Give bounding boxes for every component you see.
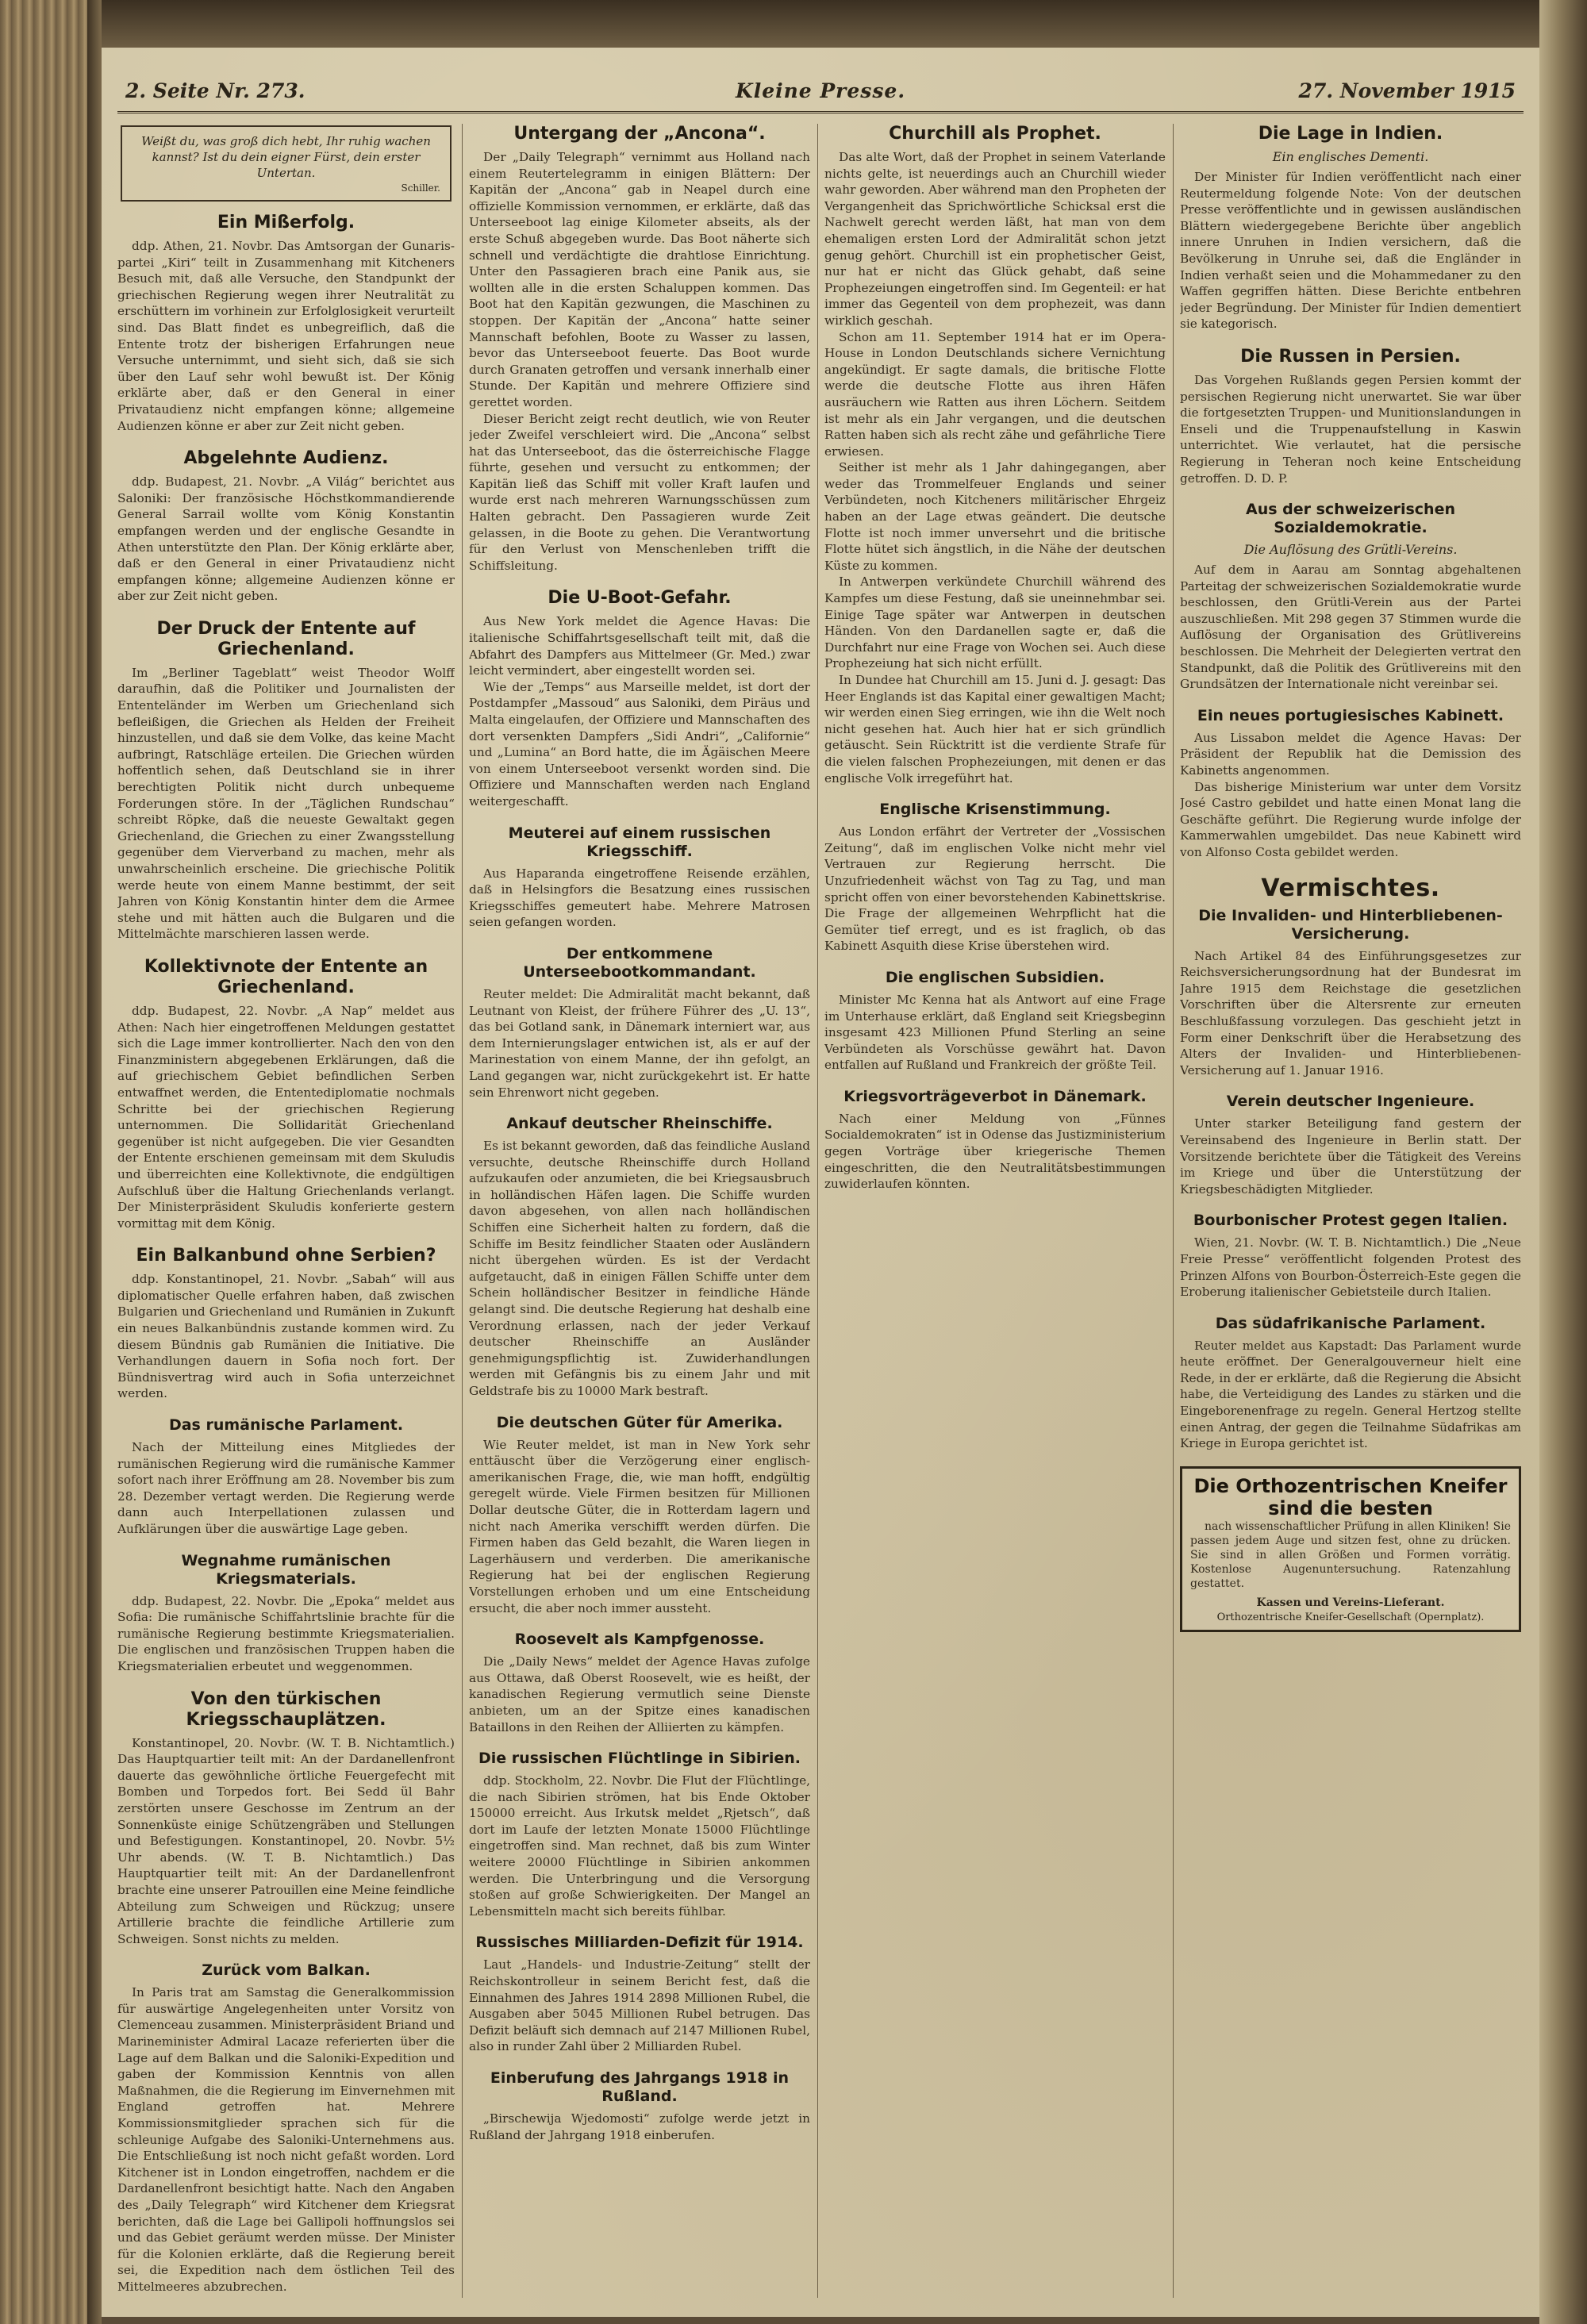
article-body: Wien, 21. Novbr. (W. T. B. Nichtamtlich.) Die „Neue Freie Presse“ veröffentlicht folgenden Protest des Prinzen Alfons von Bourbon-Österreich-Este gegen die Eroberung italienischer Gebietsteile durch Italien.	[1180, 1235, 1521, 1300]
article-headline: Der entkommene Unterseebootkommandant.	[523, 944, 756, 981]
article-body: Reuter meldet: Die Admiralität macht bekannt, daß Leutnant von Kleist, der frühere Führer des „U. 13“, das bei Gotland sank, in Dänemark interniert war, aus dem Internierungslager entwichen ist, als er auf der Marinestation von einem Manne, der ihn gefolgt, an Land gegangen war, nicht zurückgekehrt ist. Er hatte sein Ehrenwort nicht gegeben.	[469, 986, 810, 1100]
article-body: Aus Lissabon meldet die Agence Havas: Der Präsident der Republik hat die Demission des Kabinetts angenommen.	[1180, 730, 1521, 778]
article	[469, 824, 810, 931]
ad-title: Die Orthozentrischen Kneifer	[1193, 1474, 1508, 1497]
article-body: Seither ist mehr als 1 Jahr dahingegangen, aber weder das Trommelfeuer Englands und seiner Verbündeten, noch Kitcheners militärischer Ehrgeiz haben an der Lage etwas geändert. Die deutsche Flotte ist noch immer unversehrt und die britische Flotte hütet sich ängstlich, in die Nähe der deutschen Küste zu kommen.	[824, 460, 1166, 573]
article-headline: Meuterei auf einem russischen Kriegsschiff.	[508, 824, 771, 860]
article	[824, 1088, 1166, 1193]
article-headline: Roosevelt als Kampfgenosse.	[514, 1631, 765, 1649]
article	[117, 1246, 455, 1402]
article-headline: Die Lage in Indien.	[1258, 124, 1443, 144]
article-headline: Kriegsvorträgeverbot in Dänemark.	[843, 1087, 1147, 1105]
article	[117, 1961, 455, 2295]
article-headline: Das südafrikanische Parlament.	[1215, 1314, 1486, 1332]
article-body: Die „Daily News“ meldet der Agence Havas zufolge aus Ottawa, daß Oberst Roosevelt, wie es heißt, der kanadischen Regierung vermutlich seine Dienste anbieten, um an der Spitze eines kanadischen Bataillons in den Reihen der Alliierten zu kämpfen.	[469, 1654, 810, 1734]
article-body: Minister Mc Kenna hat als Antwort auf eine Frage im Unterhause erklärt, daß England seit Kriegsbeginn insgesamt 423 Millionen Pfund Sterling an seine Verbündeten als Vorschüsse gewährt hat. Davon entfallen auf Rußland und Frankreich der größte Teil.	[824, 992, 1166, 1073]
article-headline: Englische Krisenstimmung.	[879, 801, 1111, 819]
column-rule	[462, 124, 463, 2298]
article-headline: Churchill als Prophet.	[889, 124, 1101, 144]
article	[1180, 1315, 1521, 1452]
article-body: Aus London erfährt der Vertreter der „Vossischen Zeitung“, daß im englischen Volke nicht mehr viel Vertrauen zur Regierung herrscht. Die Unzufriedenheit wächst von Tag zu Tag, und man spricht offen von einer bevorstehenden Kabinettskrise. Die Frage der allgemeinen Wehrpflicht hat die Gemüter tief erregt, und es ist fraglich, ob das Kabinett Asquith diese Krise überstehen wird.	[824, 824, 1166, 954]
article	[117, 957, 455, 1231]
binding-edge	[87, 0, 102, 2324]
article	[1180, 124, 1521, 332]
article-body: ddp. Athen, 21. Novbr. Das Amtsorgan der Gunaris-partei „Kiri“ teilt in Zusammenhang mit Kitcheners Besuch mit, daß alle Versuche, den Standpunkt der griechischen Regierung wegen ihrer Neutralität zu erschüttern im vorhinein zur Erfolglosigkeit verurteilt sind. Das Blatt findet es unbegreiflich, daß die Entente trotz der bisherigen Erfahrungen neue Versuche unternimmt, und sieht sich, daß sie sich über den Lauf sehr wohl bewußt ist. Der König erklärte aber, daß er den General in einer Privataudienz nicht empfangen könne; allgemeine Audienzen könne er aber zur Zeit nicht geben.	[117, 239, 455, 433]
quote-author: Schiller.	[401, 182, 440, 194]
quote-box	[121, 125, 452, 202]
article-headline: Bourbonischer Protest gegen Italien.	[1193, 1212, 1508, 1230]
article	[117, 619, 455, 943]
article-body: ddp. Budapest, 22. Novbr. „A Nap“ meldet aus Athen: Nach hier eingetroffenen Meldungen gestattet sich die Lage immer kontrollierter. Nach den von den Finanzministern abgegebenen Erklärungen, daß die auf griechischem Gebiet befindlichen Serben entwaffnet werden, die Ententediplomatie nochmals Schritte bei der griechischen Regierung unternommen. Die Sollidarität Griechenland gegenüber ist nicht aufgegeben. Die vier Gesandten der Entente erschienen gemeinsam mit dem Skuludis und überreichten eine Kollektivnote, die endgültigen Aufschluß über die Haltung Griechenlands verlangt. Der Ministerpräsident Skuludis konferierte gestern vormittag mit dem König.	[117, 1003, 455, 1231]
article-body: ddp. Konstantinopel, 21. Novbr. „Sabah“ will aus diplomatischer Quelle erfahren haben, daß zwischen Bulgarien und Griechenland und Rumänien in Zukunft ein neues Balkanbündnis zustande kommen wird. Zu diesem Bündnis gab Rumänien die Initiative. Die Verhandlungen dauern in Sofia noch fort. Der Bündnisvertrag wird auch in Sofia unterzeichnet werden.	[117, 1272, 455, 1401]
article	[1180, 1093, 1521, 1197]
article-body: Schon am 11. September 1914 hat er im Opera-House in London Deutschlands sichere Vernichtung angekündigt. Er sagte damals, die britische Flotte werde die deutsche Flotte aus ihren Häfen ausräuchern wie Ratten aus ihren Löchern. Seitdem ist mehr als ein Jahr vergangen, und die deutschen Ratten haben sich als recht zähe und gefährliche Tiere erwiesen.	[824, 329, 1166, 459]
article	[1180, 347, 1521, 486]
column-rule	[817, 124, 818, 2298]
article-headline: Ein Balkanbund ohne Serbien?	[136, 1246, 436, 1266]
ad-footer: Kassen und Vereins-Lieferant.	[1256, 1596, 1445, 1609]
book-binding	[0, 0, 94, 2324]
article-subheadline: Ein englisches Dementi.	[1272, 149, 1429, 164]
article-body: Reuter meldet aus Kapstadt: Das Parlament wurde heute eröffnet. Der Generalgouverneur hielt eine Rede, in der er erklärte, daß die Regierung die Absicht habe, die Verteidigung des Landes zu stärken und die Eingeborenenfrage zu regeln. General Hertzog stellte einen Antrag, der gegen die Teilnahme Südafrikas am Kriege in Europa gerichtet ist.	[1180, 1338, 1521, 1451]
article-body: Nach Artikel 84 des Einführungsgesetzes zur Reichsversicherungsordnung hat der Bundesrat im Jahre 1915 dem Reichstage die gesetzlichen Vorschriften über die Altersrente zur erneuten Beschlußfassung vorzulegen. Das geschieht jetzt in Form einer Denkschrift über die Herabsetzung des Alters der Invaliden- und Hinterbliebenen-Versicherung auf 1. Januar 1916.	[1180, 948, 1521, 1077]
article-headline: Die englischen Subsidien.	[885, 968, 1105, 986]
ad-company: Orthozentrische Kneifer-Gesellschaft (Opernplatz).	[1216, 1611, 1485, 1623]
issue-date: 27. November 1915	[1298, 79, 1516, 102]
top-shadow	[102, 0, 1539, 48]
article-headline: Ein neues portugiesisches Kabinett.	[1197, 706, 1504, 724]
article	[117, 448, 455, 605]
article-headline: Die Russen in Persien.	[1240, 346, 1461, 367]
article	[117, 1689, 455, 1948]
article-body: Nach einer Meldung von „Fünnes Socialdemokraten“ ist in Odense das Justizministerium gegen Vorträge über kriegerische Themen eingeschritten, die den Neutralitätsbestimmungen zuwiderlaufen könnten.	[824, 1111, 1166, 1192]
article-body: Auf dem in Aarau am Sonntag abgehaltenen Parteitag der schweizerischen Sozialdemokratie wurde beschlossen, den Grütli-Verein aus der Partei auszuschließen. Mit 298 gegen 37 Stimmen wurde die Auflösung der Organisation des Grütlivereins beschlossen. Die Mehrheit der Delegierten vertrat den Standpunkt, daß die Politik des Grütlivereins mit den Grundsätzen der Internationale nicht vereinbar sei.	[1180, 563, 1521, 692]
article-headline: Die russischen Flüchtlinge in Sibirien.	[478, 1750, 801, 1768]
newspaper-page	[102, 48, 1539, 2317]
article	[469, 1631, 810, 1735]
ad-subtitle: sind die besten	[1268, 1496, 1433, 1519]
column-4	[1180, 124, 1521, 2298]
article-headline: Der Druck der Entente auf Griechenland.	[156, 618, 416, 659]
article-headline: Russisches Milliarden-Defizit für 1914.	[475, 1934, 804, 1952]
article	[469, 1414, 810, 1617]
article-subheadline: Die Auflösung des Grütli-Vereins.	[1243, 542, 1458, 558]
article-headline: Verein deutscher Ingenieure.	[1226, 1093, 1475, 1111]
article-body: Das alte Wort, daß der Prophet in seinem Vaterlande nichts gelte, ist neuerdings auch an Churchill wieder wahr geworden. Aber während man den Propheten der Vergangenheit das Sprichwörtliche Schicksal erst die Nachwelt gerecht werden läßt, hat man von dem ehemaligen ersten Lord der Admiralität schon jetzt genug gehört. Churchill ist ein prophetischer Geist, nur hat er nicht das Glück gehabt, daß seine Prophezeiungen eingetroffen sind. Im Gegenteil: er hat immer das Gegenteil von dem prophezeit, was dann wirklich geschah.	[824, 150, 1166, 328]
article	[469, 1934, 810, 2055]
article-body: ddp. Stockholm, 22. Novbr. Die Flut der Flüchtlinge, die nach Sibirien strömen, hat bis Ende Oktober 150000 erreicht. Aus Irkutsk meldet „Rjetsch“, daß dort im Laufe der letzten Monate 15000 Flüchtlinge eingetroffen sind. Man rechnet, daß bis zum Winter weitere 20000 Flüchtlinge in Sibirien ankommen werden. Die Unterbringung und die Versorgung stoßen auf große Schwierigkeiten. Der Mangel an Lebensmitteln macht sich bereits fühlbar.	[469, 1773, 810, 1919]
column-3	[824, 124, 1166, 2298]
article-body: Der Minister für Indien veröffentlicht nach einer Reutermeldung folgende Note: Von der deutschen Presse veröffentlichte und in gewissen ausländischen Blättern wiedergegebene Berichte über angeblich innere Unruhen in Indien versichern, daß die Bevölkerung in Unruhe sei, daß die Engländer in Indien verhaßt seien und die Mohammedaner zu den Waffen gegriffen hätten. Diese Berichte entbehren jeder Begründung. Der Minister für Indien dementiert sie kategorisch.	[1180, 170, 1521, 332]
article-body: Konstantinopel, 20. Novbr. (W. T. B. Nichtamtlich.) Das Hauptquartier teilt mit: An der Dardanellenfront dauerte das gewöhnliche örtliche Feuergefecht mit Bomben und Torpedos fort. Bei Sedd ül Bahr zerstörten unsere Geschosse im Zentrum an der Sonnenküste einige Schützengräben und Stellungen und Befestigungen. Konstantinopel, 20. Novbr. 5½ Uhr abends. (W. T. B. Nichtamtlich.) Das Hauptquartier teilt mit: An der Dardanellenfront brachte eine unserer Patrouillen eine Meine feindliche Abteilung zum Schweigen und Rückzug; unsere Artillerie brachte die feindliche Artillerie zum Schweigen. Sonst nichts zu melden.	[117, 1735, 455, 1946]
article-body: Wie Reuter meldet, ist man in New York sehr enttäuscht über die Verzögerung einer englisch-amerikanischen Frage, die, wie man hofft, endgültig geregelt würde. Viele Firmen besitzen für Millionen Dollar deutsche Güter, die in Rotterdam lagern und nicht nach Amerika verschifft werden dürfen. Die Firmen haben das Geld bezahlt, die Waren liegen in Lagerhäusern und verderben. Die amerikanische Regierung hat bei der englischen Regierung Vorstellungen erhoben und um eine Entscheidung ersucht, die aber noch immer aussteht.	[469, 1437, 810, 1615]
article-body: In Paris trat am Samstag die Generalkommission für auswärtige Angelegenheiten unter Vorsitz von Clemenceau zusammen. Ministerpräsident Briand und Marineminister Admiral Lacaze referierten über die Lage auf dem Balkan und die Saloniki-Expedition und gaben der Kommission Kenntnis von allen Maßnahmen, die die Regierung im Einvernehmen mit England getroffen hat. Mehrere Kommissionsmitglieder sprachen sich für die schleunige Aufgabe des Saloniki-Unternehmens aus. Die Entschließung ist noch nicht gefaßt worden. Lord Kitchener ist in London eingetroffen, nachdem er die Dardanellenfront besichtigt hatte. Nach den Angaben des „Daily Telegraph“ wird Kitchener dem Kriegsrat berichten, daß die Lage bei Gallipoli hoffnungslos sei und das Gebiet geräumt werden müsse. Der Minister für die Kolonien erklärte, daß die Regierung bereit sei, die Expedition nach dem östlichen Teil des Mittelmeeres abzubrechen.	[117, 1985, 455, 2294]
article-body: Wie der „Temps“ aus Marseille meldet, ist dort der Postdampfer „Massoud“ aus Saloniki, dem Piräus und Malta eingelaufen, der Offiziere und Mannschaften des dort versenkten Dampfers „Sidi Andri“, „Californie“ und „Lumina“ an Bord hatte, die im Ägäischen Meere von einem Unterseeboot versenkt worden sind. Die Offiziere und Mannschaften werden nach England weitergeschafft.	[469, 679, 810, 809]
article-body: ddp. Budapest, 21. Novbr. „A Világ“ berichtet aus Saloniki: Der französische Höchstkommandierende General Sarrail wollte vom König Konstantin empfangen werden und der englische Gesandte in Athen unterstützte den Plan. Der König erklärte aber, daß er den General in einer Privataudienz nicht empfangen könne; allgemeine Audienzen könne er aber zur Zeit nicht geben.	[117, 474, 455, 604]
article-body: Aus Haparanda eingetroffene Reisende erzählen, daß in Helsingfors die Besatzung eines russischen Kriegsschiffes gemeutert habe. Mehrere Matrosen seien gefangen worden.	[469, 866, 810, 930]
article	[824, 801, 1166, 955]
article-headline: Untergang der „Ancona“.	[513, 124, 766, 144]
column-rule	[1173, 124, 1174, 2298]
article-headline: Das rumänische Parlament.	[168, 1416, 404, 1435]
article	[469, 1115, 810, 1400]
quote-text: Weißt du, was groß dich hebt, Ihr ruhig wachen kannst? Ist du dein eigner Fürst, dein erster Untertan.	[141, 134, 431, 180]
article-headline: Von den türkischen Kriegsschauplätzen.	[186, 1688, 386, 1730]
column-2	[469, 124, 810, 2298]
article	[469, 1750, 810, 1919]
page-number: 2. Seite Nr. 273.	[125, 79, 305, 102]
article	[469, 945, 810, 1101]
article	[1180, 707, 1521, 861]
ad-body: nach wissenschaftlicher Prüfung in allen Kliniken! Sie passen jedem Auge und sitzen fest, ohne zu drücken. Sie sind in allen Größen und Formen vorrätig. Kostenlose Augenuntersuchung. Ratenzahlung gestattet.	[1190, 1519, 1511, 1590]
advertisement	[1180, 1466, 1521, 1632]
article-body: „Birschewija Wjedomosti“ zufolge werde jetzt in Rußland der Jahrgang 1918 einberufen.	[469, 2111, 810, 2142]
newspaper-title: Kleine Presse.	[735, 79, 906, 102]
article-headline: Wegnahme rumänischen Kriegsmaterials.	[181, 1551, 391, 1588]
article-headline: Die deutschen Güter für Amerika.	[496, 1413, 783, 1431]
article-body: Nach der Mitteilung eines Mitgliedes der rumänischen Regierung wird die rumänische Kammer sofort nach ihrer Eröffnung am 28. November bis zum 28. Dezember vertagt werden. Die Regierung werde dann auch Interpellationen zulassen und Aufklärungen über die auswärtige Lage geben.	[117, 1440, 455, 1536]
article	[469, 2069, 810, 2143]
article	[1180, 1212, 1521, 1300]
article-body: ddp. Budapest, 22. Novbr. Die „Epoka“ meldet aus Sofia: Die rumänische Schiffahrtslinie brachte für die rumänische Regierung bestimmte Kriegsmaterialien. Die englischen und französischen Truppen haben die Kriegsmaterialien erbeutet und weggenommen.	[117, 1593, 455, 1673]
article-headline: Die U-Boot-Gefahr.	[548, 588, 732, 609]
article-headline: Abgelehnte Audienz.	[183, 448, 389, 469]
right-page-edge	[1539, 0, 1587, 2324]
section-heading: Vermischtes.	[1261, 874, 1440, 902]
article-body: Das Vorgehen Rußlands gegen Persien kommt der persischen Regierung nicht unerwartet. Sie war über die fortgesetzten Truppen- und Munitionslandungen in Enseli und die Truppenaufstellung in Kaswin unterrichtet. Wie verlautet, hat die persische Regierung in Teheran noch keine Entscheidung getroffen. D. D. P.	[1180, 372, 1521, 486]
article	[117, 1416, 455, 1538]
article	[824, 124, 1166, 786]
article-body: In Dundee hat Churchill am 15. Juni d. J. gesagt: Das Heer Englands ist das Kapital einer gewaltigen Macht; wir werden einen Sieg erringen, wie ihn die Welt noch nicht gesehen hat. Auch hier hat er sich gründlich getäuscht. Sein Rücktritt ist die verdiente Strafe für die vielen falschen Prophezeiungen, mit denen er das englische Volk irregeführt hat.	[824, 673, 1166, 786]
article-headline: Die Invaliden- und Hinterbliebenen-Versicherung.	[1198, 906, 1503, 943]
article-body: Im „Berliner Tageblatt“ weist Theodor Wolff daraufhin, daß die Politiker und Journalisten der Ententeländer im Werben um Griechenland sich befleißigen, die Griechen als Helden der Freiheit hinzustellen, und daß sie dem Volke, das keine Macht aufbringt, Ratschläge erteilen. Die Griechen würden hoffentlich sehen, daß Deutschland sie in ihrer berechtigten Politik nicht durch unbequeme Forderungen störe. In der „Täglichen Rundschau“ schreibt Röpke, daß die neueste Gewaltakt gegen Griechenland, die Griechen zu einer Zwangsstellung gegenüber dem Vierverband zu machen, mehr als unwahrscheinlich erscheine. Die griechische Politik werde heute von einem Manne bestimmt, der seit Jahren von König Konstantin hinter dem die Armee stehe und mit hätten auch die Bulgaren und die Mittelmächte marschieren lassen werde.	[117, 665, 455, 942]
article	[117, 213, 455, 434]
masthead	[117, 79, 1524, 113]
column-1	[117, 124, 455, 2298]
article-headline: Aus der schweizerischen Sozialdemokratie.	[1245, 501, 1455, 537]
article-headline: Einberufung des Jahrgangs 1918 in Rußland.	[490, 2069, 790, 2105]
article-body: Der „Daily Telegraph“ vernimmt aus Holland nach einem Reutertelegramm in einigen Blättern: Der Kapitän der „Ancona“ gab in Neapel durch eine offizielle Kommission vernommen, er erklärte, daß das Unterseeboot lag einige Kilometer abseits, als der erste Schuß abgegeben wurde. Das Boot näherte sich schnell und verdächtigte die drahtlose Einrichtung. Unter den Passagieren brach eine Panik aus, sie wollten alle in die ersten Schaluppen kommen. Das Boot hat den Kapitän gezwungen, die Maschinen zu stoppen. Der Kapitän der „Ancona“ hatte seiner Mannschaft befohlen, Boote zu Wasser zu lassen, bevor das Unterseeboot feuerte. Das Boot wurde durch Granaten getroffen und versank innerhalb einer Stunde. Der Kapitän und mehrere Offiziere sind gerettet worden.	[469, 150, 810, 409]
article	[469, 588, 810, 809]
article	[1180, 907, 1521, 1079]
article-headline: Kollektivnote der Entente an Griechenland.	[144, 956, 428, 997]
article-body: In Antwerpen verkündete Churchill während des Kampfes um diese Festung, daß sie uneinnehmbar sei. Einige Tage später war Antwerpen in deutschen Händen. Von den Dardanellen sagte er, daß die Durchfahrt nur eine Frage von Wochen sei. Auch diese Prophezeiung hat sich nicht erfüllt.	[824, 574, 1166, 671]
article	[117, 1552, 455, 1675]
article-body: Das bisherige Ministerium war unter dem Vorsitz José Castro gebildet und hatte einen Monat lang die Geschäfte geführt. Die Regierung wurde infolge der Kammerwahlen umgebildet. Das neue Kabinett wird von Alfonso Costa gebildet werden.	[1180, 779, 1521, 859]
article-headline: Ein Mißerfolg.	[217, 213, 355, 232]
article	[1180, 501, 1521, 693]
article-body: Es ist bekannt geworden, daß das feindliche Ausland versuchte, deutsche Rheinschiffe durch Holland aufzukaufen oder anzumieten, die bei Kriegsausbruch in holländischen Häfen lagen. Die Schiffe wurden davon abgesehen, von allen nach holländischen Schiffen eine Sicherheit halten zu fordern, daß die Schiffe im Besitz feindlicher Staaten oder Ausländern nicht übergehen würden. Es ist der Verdacht aufgetaucht, daß in einigen Fällen Schiffe unter dem Schein holländischer Besitzer in feindliche Hände gelangt sind. Die deutsche Regierung hat deshalb eine Verordnung erlassen, nach der jeder Verkauf deutscher Rheinschiffe an Ausländer genehmigungspflichtig ist. Zuwiderhandlungen werden mit Gefängnis bis zu einem Jahr und mit Geldstrafe bis zu 10000 Mark bestraft.	[469, 1139, 810, 1398]
article-body: Laut „Handels- und Industrie-Zeitung“ stellt der Reichskontrolleur in seinem Bericht fest, daß die Einnahmen des Jahres 1914 2898 Millionen Rubel, die Ausgaben aber 5045 Millionen Rubel betrugen. Das Defizit beläuft sich demnach auf 2147 Millionen Rubel, also in runder Zahl über 2 Milliarden Rubel.	[469, 1957, 810, 2054]
article-body: Aus New York meldet die Agence Havas: Die italienische Schiffahrtsgesellschaft teilt mit, daß die Abfahrt des Dampfers aus Mittelmeer (Gr. Med.) zwar leicht vermindert, aber eingestellt worden sei.	[469, 614, 810, 678]
article-body: Unter starker Beteiligung fand gestern der Vereinsabend des Ingenieure in Berlin statt. Der Vorsitzende berichtete über die Tätigkeit des Vereins im Kriege und über die Unterstützung der Kriegsbeschädigten Mitglieder.	[1180, 1116, 1521, 1197]
article	[469, 124, 810, 574]
article-body: Dieser Bericht zeigt recht deutlich, wie von Reuter jeder Zweifel verschleiert wird. Die „Ancona“ selbst hat das Unterseeboot, das die österreichische Flagge führte, gesehen und versucht zu entkommen; der Kapitän ließ das Schiff mit voller Kraft laufen und wurde erst nach mehreren Warnungsschüssen zum Halten gebracht. Den Passagieren wurde Zeit gelassen, in die Boote zu gehen. Die Verantwortung für den Verlust von Menschenleben trifft die Schiffsleitung.	[469, 411, 810, 573]
article-headline: Ankauf deutscher Rheinschiffe.	[506, 1115, 773, 1133]
article-headline: Zurück vom Balkan.	[202, 1961, 371, 1980]
article	[824, 969, 1166, 1074]
